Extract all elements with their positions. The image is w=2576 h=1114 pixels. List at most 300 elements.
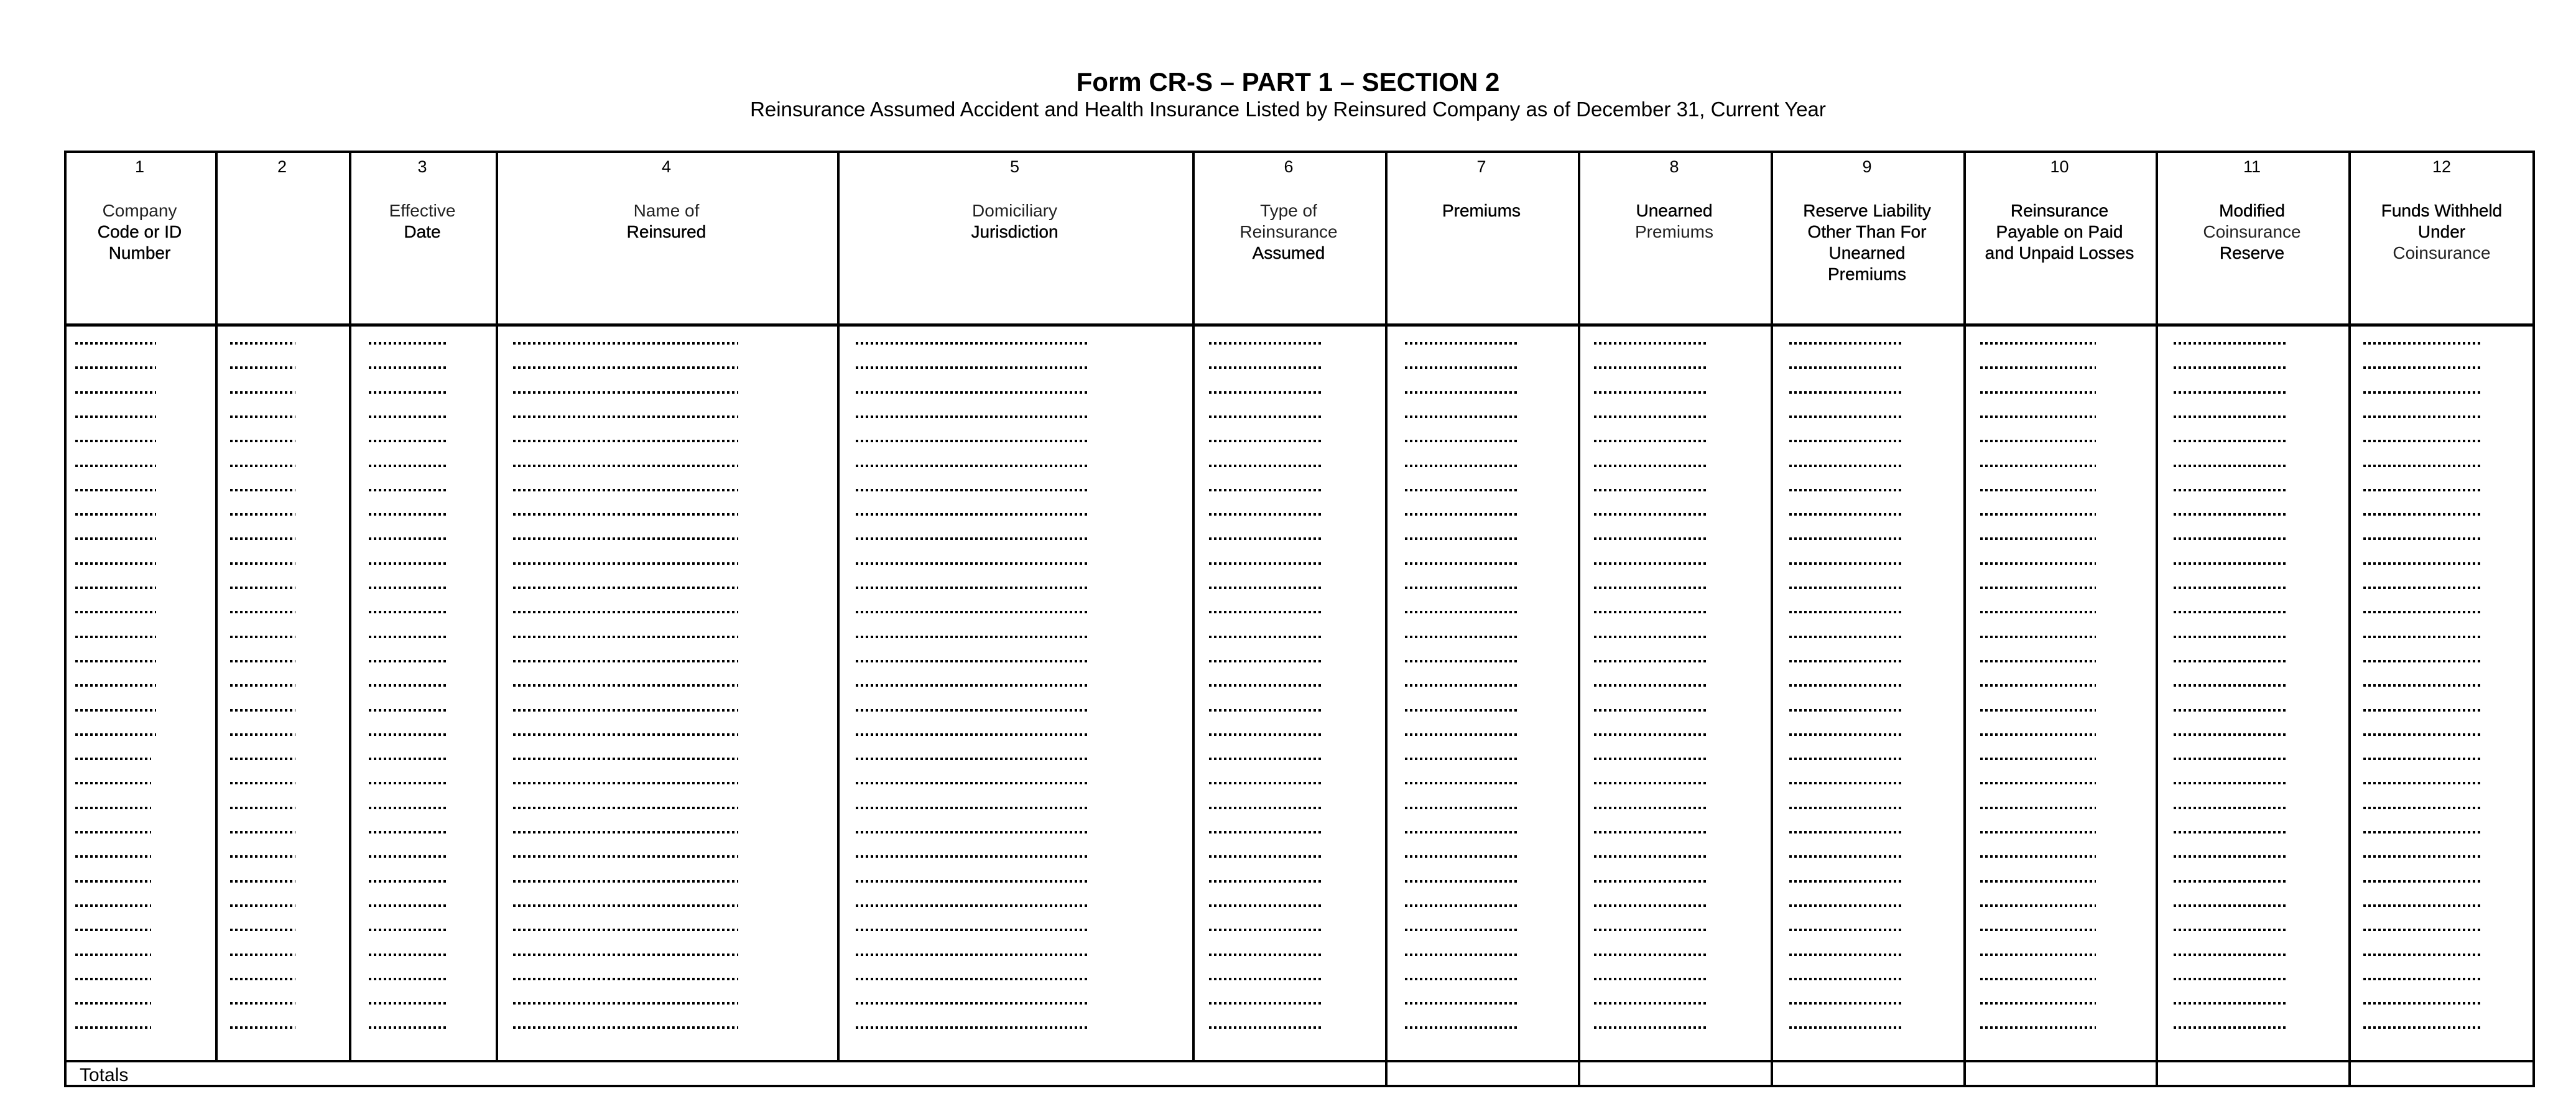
entry-line-col-1[interactable] xyxy=(75,636,156,638)
entry-line-col-10[interactable] xyxy=(1980,929,2096,931)
entry-line-col-11[interactable] xyxy=(2174,660,2287,662)
entry-line-col-9[interactable] xyxy=(1789,465,1902,467)
entry-line-col-8[interactable] xyxy=(1594,684,1707,687)
entry-line-col-4[interactable] xyxy=(513,831,738,833)
entry-line-col-1[interactable] xyxy=(75,489,156,491)
entry-line-col-9[interactable] xyxy=(1789,537,1902,540)
entry-line-col-2[interactable] xyxy=(230,782,295,784)
entry-line-col-2[interactable] xyxy=(230,855,295,858)
entry-line-col-7[interactable] xyxy=(1405,342,1518,345)
entry-line-col-11[interactable] xyxy=(2174,1026,2287,1029)
entry-line-col-12[interactable] xyxy=(2363,636,2480,638)
entry-line-col-3[interactable] xyxy=(369,684,447,687)
entry-line-col-3[interactable] xyxy=(369,782,447,784)
entry-line-col-4[interactable] xyxy=(513,954,738,956)
entry-line-col-7[interactable] xyxy=(1405,807,1518,809)
entry-line-col-5[interactable] xyxy=(856,391,1087,394)
entry-line-col-5[interactable] xyxy=(856,366,1087,369)
entry-line-col-6[interactable] xyxy=(1209,904,1322,907)
entry-line-col-12[interactable] xyxy=(2363,904,2480,907)
entry-line-col-6[interactable] xyxy=(1209,537,1322,540)
entry-line-col-1[interactable] xyxy=(75,733,156,736)
entry-line-col-3[interactable] xyxy=(369,465,447,467)
entry-line-col-12[interactable] xyxy=(2363,1026,2480,1029)
entry-line-col-11[interactable] xyxy=(2174,391,2287,394)
entry-line-col-6[interactable] xyxy=(1209,954,1322,956)
entry-line-col-4[interactable] xyxy=(513,513,738,516)
entry-line-col-9[interactable] xyxy=(1789,855,1902,858)
entry-line-col-9[interactable] xyxy=(1789,831,1902,833)
entry-line-col-5[interactable] xyxy=(856,1002,1087,1005)
entry-line-col-9[interactable] xyxy=(1789,880,1902,883)
entry-line-col-5[interactable] xyxy=(856,880,1087,883)
entry-line-col-7[interactable] xyxy=(1405,831,1518,833)
entry-line-col-1[interactable] xyxy=(75,440,156,442)
entry-line-col-12[interactable] xyxy=(2363,807,2480,809)
entry-line-col-3[interactable] xyxy=(369,733,447,736)
entry-line-col-4[interactable] xyxy=(513,415,738,418)
entry-line-col-8[interactable] xyxy=(1594,611,1707,613)
entry-line-col-12[interactable] xyxy=(2363,978,2480,980)
entry-line-col-11[interactable] xyxy=(2174,415,2287,418)
entry-line-col-3[interactable] xyxy=(369,636,447,638)
entry-line-col-9[interactable] xyxy=(1789,733,1902,736)
entry-line-col-6[interactable] xyxy=(1209,415,1322,418)
entry-line-col-6[interactable] xyxy=(1209,636,1322,638)
entry-line-col-2[interactable] xyxy=(230,733,295,736)
entry-line-col-1[interactable] xyxy=(75,415,156,418)
entry-line-col-7[interactable] xyxy=(1405,880,1518,883)
entry-line-col-9[interactable] xyxy=(1789,782,1902,784)
entry-line-col-2[interactable] xyxy=(230,440,295,442)
entry-line-col-5[interactable] xyxy=(856,342,1087,345)
entry-line-col-4[interactable] xyxy=(513,782,738,784)
entry-line-col-3[interactable] xyxy=(369,880,447,883)
entry-line-col-2[interactable] xyxy=(230,587,295,589)
entry-line-col-3[interactable] xyxy=(369,440,447,442)
entry-line-col-6[interactable] xyxy=(1209,440,1322,442)
entry-line-col-8[interactable] xyxy=(1594,855,1707,858)
entry-line-col-2[interactable] xyxy=(230,758,295,760)
entry-line-col-10[interactable] xyxy=(1980,660,2096,662)
entry-line-col-12[interactable] xyxy=(2363,1002,2480,1005)
entry-line-col-11[interactable] xyxy=(2174,465,2287,467)
entry-line-col-3[interactable] xyxy=(369,954,447,956)
entry-line-col-10[interactable] xyxy=(1980,758,2096,760)
entry-line-col-5[interactable] xyxy=(856,636,1087,638)
entry-line-col-12[interactable] xyxy=(2363,758,2480,760)
entry-line-col-10[interactable] xyxy=(1980,954,2096,956)
entry-line-col-5[interactable] xyxy=(856,611,1087,613)
entry-line-col-3[interactable] xyxy=(369,415,447,418)
entry-line-col-11[interactable] xyxy=(2174,929,2287,931)
entry-line-col-2[interactable] xyxy=(230,366,295,369)
entry-line-col-7[interactable] xyxy=(1405,1026,1518,1029)
entry-line-col-9[interactable] xyxy=(1789,684,1902,687)
entry-line-col-4[interactable] xyxy=(513,587,738,589)
entry-line-col-11[interactable] xyxy=(2174,684,2287,687)
entry-line-col-3[interactable] xyxy=(369,366,447,369)
entry-line-col-3[interactable] xyxy=(369,562,447,565)
entry-line-col-4[interactable] xyxy=(513,440,738,442)
entry-line-col-8[interactable] xyxy=(1594,709,1707,712)
entry-line-col-7[interactable] xyxy=(1405,366,1518,369)
entry-line-col-2[interactable] xyxy=(230,880,295,883)
entry-line-col-7[interactable] xyxy=(1405,709,1518,712)
entry-line-col-3[interactable] xyxy=(369,978,447,980)
entry-line-col-12[interactable] xyxy=(2363,489,2480,491)
entry-line-col-5[interactable] xyxy=(856,562,1087,565)
entry-line-col-5[interactable] xyxy=(856,758,1087,760)
entry-line-col-6[interactable] xyxy=(1209,391,1322,394)
entry-line-col-10[interactable] xyxy=(1980,807,2096,809)
entry-line-col-2[interactable] xyxy=(230,1002,295,1005)
entry-line-col-5[interactable] xyxy=(856,537,1087,540)
entry-line-col-3[interactable] xyxy=(369,831,447,833)
entry-line-col-2[interactable] xyxy=(230,709,295,712)
entry-line-col-8[interactable] xyxy=(1594,342,1707,345)
entry-line-col-2[interactable] xyxy=(230,611,295,613)
entry-line-col-11[interactable] xyxy=(2174,489,2287,491)
entry-line-col-12[interactable] xyxy=(2363,880,2480,883)
entry-line-col-10[interactable] xyxy=(1980,537,2096,540)
entry-line-col-10[interactable] xyxy=(1980,684,2096,687)
entry-line-col-12[interactable] xyxy=(2363,611,2480,613)
entry-line-col-1[interactable] xyxy=(75,831,151,833)
entry-line-col-6[interactable] xyxy=(1209,880,1322,883)
entry-line-col-1[interactable] xyxy=(75,366,156,369)
entry-line-col-6[interactable] xyxy=(1209,366,1322,369)
entry-line-col-11[interactable] xyxy=(2174,709,2287,712)
entry-line-col-6[interactable] xyxy=(1209,489,1322,491)
entry-line-col-3[interactable] xyxy=(369,660,447,662)
entry-line-col-10[interactable] xyxy=(1980,636,2096,638)
entry-line-col-10[interactable] xyxy=(1980,831,2096,833)
entry-line-col-9[interactable] xyxy=(1789,562,1902,565)
entry-line-col-11[interactable] xyxy=(2174,831,2287,833)
entry-line-col-10[interactable] xyxy=(1980,562,2096,565)
entry-line-col-1[interactable] xyxy=(75,660,156,662)
entry-line-col-10[interactable] xyxy=(1980,489,2096,491)
entry-line-col-10[interactable] xyxy=(1980,366,2096,369)
entry-line-col-9[interactable] xyxy=(1789,587,1902,589)
entry-line-col-9[interactable] xyxy=(1789,489,1902,491)
entry-line-col-1[interactable] xyxy=(75,342,156,345)
entry-line-col-8[interactable] xyxy=(1594,587,1707,589)
entry-line-col-11[interactable] xyxy=(2174,733,2287,736)
entry-line-col-11[interactable] xyxy=(2174,904,2287,907)
entry-line-col-7[interactable] xyxy=(1405,587,1518,589)
entry-line-col-1[interactable] xyxy=(75,880,151,883)
entry-line-col-4[interactable] xyxy=(513,1026,738,1029)
entry-line-col-2[interactable] xyxy=(230,415,295,418)
entry-line-col-8[interactable] xyxy=(1594,391,1707,394)
entry-line-col-8[interactable] xyxy=(1594,660,1707,662)
entry-line-col-7[interactable] xyxy=(1405,758,1518,760)
entry-line-col-7[interactable] xyxy=(1405,1002,1518,1005)
entry-line-col-11[interactable] xyxy=(2174,587,2287,589)
entry-line-col-7[interactable] xyxy=(1405,562,1518,565)
entry-line-col-12[interactable] xyxy=(2363,855,2480,858)
entry-line-col-4[interactable] xyxy=(513,929,738,931)
entry-line-col-6[interactable] xyxy=(1209,929,1322,931)
entry-line-col-6[interactable] xyxy=(1209,758,1322,760)
entry-line-col-5[interactable] xyxy=(856,660,1087,662)
entry-line-col-2[interactable] xyxy=(230,342,295,345)
entry-line-col-3[interactable] xyxy=(369,904,447,907)
entry-line-col-6[interactable] xyxy=(1209,831,1322,833)
entry-line-col-11[interactable] xyxy=(2174,636,2287,638)
entry-line-col-1[interactable] xyxy=(75,855,151,858)
entry-line-col-2[interactable] xyxy=(230,562,295,565)
entry-line-col-1[interactable] xyxy=(75,978,151,980)
entry-line-col-6[interactable] xyxy=(1209,684,1322,687)
entry-line-col-9[interactable] xyxy=(1789,904,1902,907)
entry-line-col-3[interactable] xyxy=(369,807,447,809)
entry-line-col-10[interactable] xyxy=(1980,513,2096,516)
entry-line-col-1[interactable] xyxy=(75,513,156,516)
entry-line-col-12[interactable] xyxy=(2363,465,2480,467)
entry-line-col-4[interactable] xyxy=(513,978,738,980)
entry-line-col-6[interactable] xyxy=(1209,709,1322,712)
entry-line-col-11[interactable] xyxy=(2174,611,2287,613)
entry-line-col-12[interactable] xyxy=(2363,709,2480,712)
entry-line-col-6[interactable] xyxy=(1209,1026,1322,1029)
entry-line-col-2[interactable] xyxy=(230,391,295,394)
entry-line-col-10[interactable] xyxy=(1980,391,2096,394)
entry-line-col-2[interactable] xyxy=(230,684,295,687)
entry-line-col-3[interactable] xyxy=(369,1002,447,1005)
entry-line-col-9[interactable] xyxy=(1789,1002,1902,1005)
entry-line-col-2[interactable] xyxy=(230,807,295,809)
entry-line-col-7[interactable] xyxy=(1405,611,1518,613)
entry-line-col-4[interactable] xyxy=(513,660,738,662)
entry-line-col-2[interactable] xyxy=(230,537,295,540)
entry-line-col-3[interactable] xyxy=(369,513,447,516)
entry-line-col-10[interactable] xyxy=(1980,1002,2096,1005)
entry-line-col-4[interactable] xyxy=(513,904,738,907)
entry-line-col-12[interactable] xyxy=(2363,391,2480,394)
entry-line-col-10[interactable] xyxy=(1980,733,2096,736)
entry-line-col-5[interactable] xyxy=(856,587,1087,589)
entry-line-col-7[interactable] xyxy=(1405,636,1518,638)
entry-line-col-3[interactable] xyxy=(369,758,447,760)
entry-line-col-3[interactable] xyxy=(369,611,447,613)
entry-line-col-9[interactable] xyxy=(1789,954,1902,956)
entry-line-col-9[interactable] xyxy=(1789,758,1902,760)
entry-line-col-4[interactable] xyxy=(513,562,738,565)
entry-line-col-4[interactable] xyxy=(513,684,738,687)
entry-line-col-10[interactable] xyxy=(1980,611,2096,613)
entry-line-col-4[interactable] xyxy=(513,880,738,883)
entry-line-col-6[interactable] xyxy=(1209,465,1322,467)
entry-line-col-10[interactable] xyxy=(1980,782,2096,784)
entry-line-col-12[interactable] xyxy=(2363,733,2480,736)
entry-line-col-11[interactable] xyxy=(2174,1002,2287,1005)
entry-line-col-3[interactable] xyxy=(369,537,447,540)
entry-line-col-7[interactable] xyxy=(1405,855,1518,858)
entry-line-col-11[interactable] xyxy=(2174,880,2287,883)
entry-line-col-1[interactable] xyxy=(75,611,156,613)
entry-line-col-4[interactable] xyxy=(513,391,738,394)
entry-line-col-12[interactable] xyxy=(2363,954,2480,956)
entry-line-col-5[interactable] xyxy=(856,929,1087,931)
entry-line-col-11[interactable] xyxy=(2174,440,2287,442)
entry-line-col-12[interactable] xyxy=(2363,537,2480,540)
entry-line-col-1[interactable] xyxy=(75,954,151,956)
entry-line-col-5[interactable] xyxy=(856,489,1087,491)
entry-line-col-8[interactable] xyxy=(1594,954,1707,956)
entry-line-col-10[interactable] xyxy=(1980,709,2096,712)
entry-line-col-2[interactable] xyxy=(230,636,295,638)
entry-line-col-12[interactable] xyxy=(2363,562,2480,565)
entry-line-col-5[interactable] xyxy=(856,1026,1087,1029)
entry-line-col-9[interactable] xyxy=(1789,611,1902,613)
entry-line-col-2[interactable] xyxy=(230,513,295,516)
entry-line-col-2[interactable] xyxy=(230,831,295,833)
entry-line-col-10[interactable] xyxy=(1980,415,2096,418)
entry-line-col-3[interactable] xyxy=(369,587,447,589)
entry-line-col-1[interactable] xyxy=(75,587,156,589)
entry-line-col-7[interactable] xyxy=(1405,415,1518,418)
entry-line-col-1[interactable] xyxy=(75,562,156,565)
entry-line-col-1[interactable] xyxy=(75,709,156,712)
entry-line-col-2[interactable] xyxy=(230,465,295,467)
entry-line-col-6[interactable] xyxy=(1209,733,1322,736)
entry-line-col-11[interactable] xyxy=(2174,954,2287,956)
entry-line-col-7[interactable] xyxy=(1405,513,1518,516)
entry-line-col-11[interactable] xyxy=(2174,513,2287,516)
entry-line-col-10[interactable] xyxy=(1980,1026,2096,1029)
entry-line-col-8[interactable] xyxy=(1594,562,1707,565)
entry-line-col-6[interactable] xyxy=(1209,855,1322,858)
entry-line-col-4[interactable] xyxy=(513,489,738,491)
entry-line-col-6[interactable] xyxy=(1209,660,1322,662)
entry-line-col-12[interactable] xyxy=(2363,366,2480,369)
entry-line-col-4[interactable] xyxy=(513,537,738,540)
entry-line-col-12[interactable] xyxy=(2363,587,2480,589)
entry-line-col-5[interactable] xyxy=(856,782,1087,784)
entry-line-col-6[interactable] xyxy=(1209,587,1322,589)
entry-line-col-3[interactable] xyxy=(369,342,447,345)
entry-line-col-10[interactable] xyxy=(1980,465,2096,467)
entry-line-col-11[interactable] xyxy=(2174,978,2287,980)
entry-line-col-9[interactable] xyxy=(1789,513,1902,516)
entry-line-col-7[interactable] xyxy=(1405,440,1518,442)
entry-line-col-8[interactable] xyxy=(1594,537,1707,540)
entry-line-col-7[interactable] xyxy=(1405,684,1518,687)
entry-line-col-5[interactable] xyxy=(856,954,1087,956)
entry-line-col-8[interactable] xyxy=(1594,880,1707,883)
entry-line-col-9[interactable] xyxy=(1789,415,1902,418)
entry-line-col-6[interactable] xyxy=(1209,782,1322,784)
entry-line-col-5[interactable] xyxy=(856,440,1087,442)
entry-line-col-8[interactable] xyxy=(1594,636,1707,638)
entry-line-col-5[interactable] xyxy=(856,733,1087,736)
entry-line-col-8[interactable] xyxy=(1594,904,1707,907)
entry-line-col-11[interactable] xyxy=(2174,758,2287,760)
entry-line-col-2[interactable] xyxy=(230,660,295,662)
entry-line-col-4[interactable] xyxy=(513,366,738,369)
entry-line-col-9[interactable] xyxy=(1789,636,1902,638)
entry-line-col-4[interactable] xyxy=(513,758,738,760)
entry-line-col-5[interactable] xyxy=(856,831,1087,833)
entry-line-col-2[interactable] xyxy=(230,978,295,980)
entry-line-col-1[interactable] xyxy=(75,807,151,809)
entry-line-col-3[interactable] xyxy=(369,709,447,712)
entry-line-col-10[interactable] xyxy=(1980,880,2096,883)
entry-line-col-5[interactable] xyxy=(856,513,1087,516)
entry-line-col-8[interactable] xyxy=(1594,978,1707,980)
entry-line-col-6[interactable] xyxy=(1209,1002,1322,1005)
entry-line-col-8[interactable] xyxy=(1594,465,1707,467)
entry-line-col-11[interactable] xyxy=(2174,807,2287,809)
entry-line-col-7[interactable] xyxy=(1405,489,1518,491)
entry-line-col-8[interactable] xyxy=(1594,733,1707,736)
entry-line-col-4[interactable] xyxy=(513,733,738,736)
entry-line-col-3[interactable] xyxy=(369,391,447,394)
entry-line-col-7[interactable] xyxy=(1405,537,1518,540)
entry-line-col-2[interactable] xyxy=(230,954,295,956)
entry-line-col-9[interactable] xyxy=(1789,978,1902,980)
entry-line-col-6[interactable] xyxy=(1209,807,1322,809)
entry-line-col-5[interactable] xyxy=(856,684,1087,687)
entry-line-col-11[interactable] xyxy=(2174,366,2287,369)
entry-line-col-8[interactable] xyxy=(1594,366,1707,369)
entry-line-col-3[interactable] xyxy=(369,929,447,931)
entry-line-col-4[interactable] xyxy=(513,611,738,613)
entry-line-col-3[interactable] xyxy=(369,855,447,858)
entry-line-col-8[interactable] xyxy=(1594,1026,1707,1029)
entry-line-col-12[interactable] xyxy=(2363,684,2480,687)
entry-line-col-12[interactable] xyxy=(2363,660,2480,662)
entry-line-col-1[interactable] xyxy=(75,929,151,931)
entry-line-col-5[interactable] xyxy=(856,415,1087,418)
entry-line-col-11[interactable] xyxy=(2174,342,2287,345)
entry-line-col-10[interactable] xyxy=(1980,440,2096,442)
entry-line-col-8[interactable] xyxy=(1594,1002,1707,1005)
entry-line-col-9[interactable] xyxy=(1789,660,1902,662)
entry-line-col-12[interactable] xyxy=(2363,831,2480,833)
entry-line-col-2[interactable] xyxy=(230,904,295,907)
entry-line-col-7[interactable] xyxy=(1405,929,1518,931)
entry-line-col-5[interactable] xyxy=(856,904,1087,907)
entry-line-col-12[interactable] xyxy=(2363,929,2480,931)
entry-line-col-3[interactable] xyxy=(369,1026,447,1029)
entry-line-col-10[interactable] xyxy=(1980,342,2096,345)
entry-line-col-2[interactable] xyxy=(230,929,295,931)
entry-line-col-7[interactable] xyxy=(1405,978,1518,980)
entry-line-col-10[interactable] xyxy=(1980,978,2096,980)
entry-line-col-2[interactable] xyxy=(230,489,295,491)
entry-line-col-8[interactable] xyxy=(1594,782,1707,784)
entry-line-col-7[interactable] xyxy=(1405,782,1518,784)
entry-line-col-5[interactable] xyxy=(856,709,1087,712)
entry-line-col-12[interactable] xyxy=(2363,415,2480,418)
entry-line-col-10[interactable] xyxy=(1980,904,2096,907)
entry-line-col-9[interactable] xyxy=(1789,929,1902,931)
entry-line-col-1[interactable] xyxy=(75,758,151,760)
entry-line-col-8[interactable] xyxy=(1594,758,1707,760)
entry-line-col-1[interactable] xyxy=(75,684,156,687)
entry-line-col-6[interactable] xyxy=(1209,611,1322,613)
entry-line-col-6[interactable] xyxy=(1209,978,1322,980)
entry-line-col-5[interactable] xyxy=(856,855,1087,858)
entry-line-col-12[interactable] xyxy=(2363,440,2480,442)
entry-line-col-9[interactable] xyxy=(1789,709,1902,712)
entry-line-col-10[interactable] xyxy=(1980,587,2096,589)
entry-line-col-8[interactable] xyxy=(1594,440,1707,442)
